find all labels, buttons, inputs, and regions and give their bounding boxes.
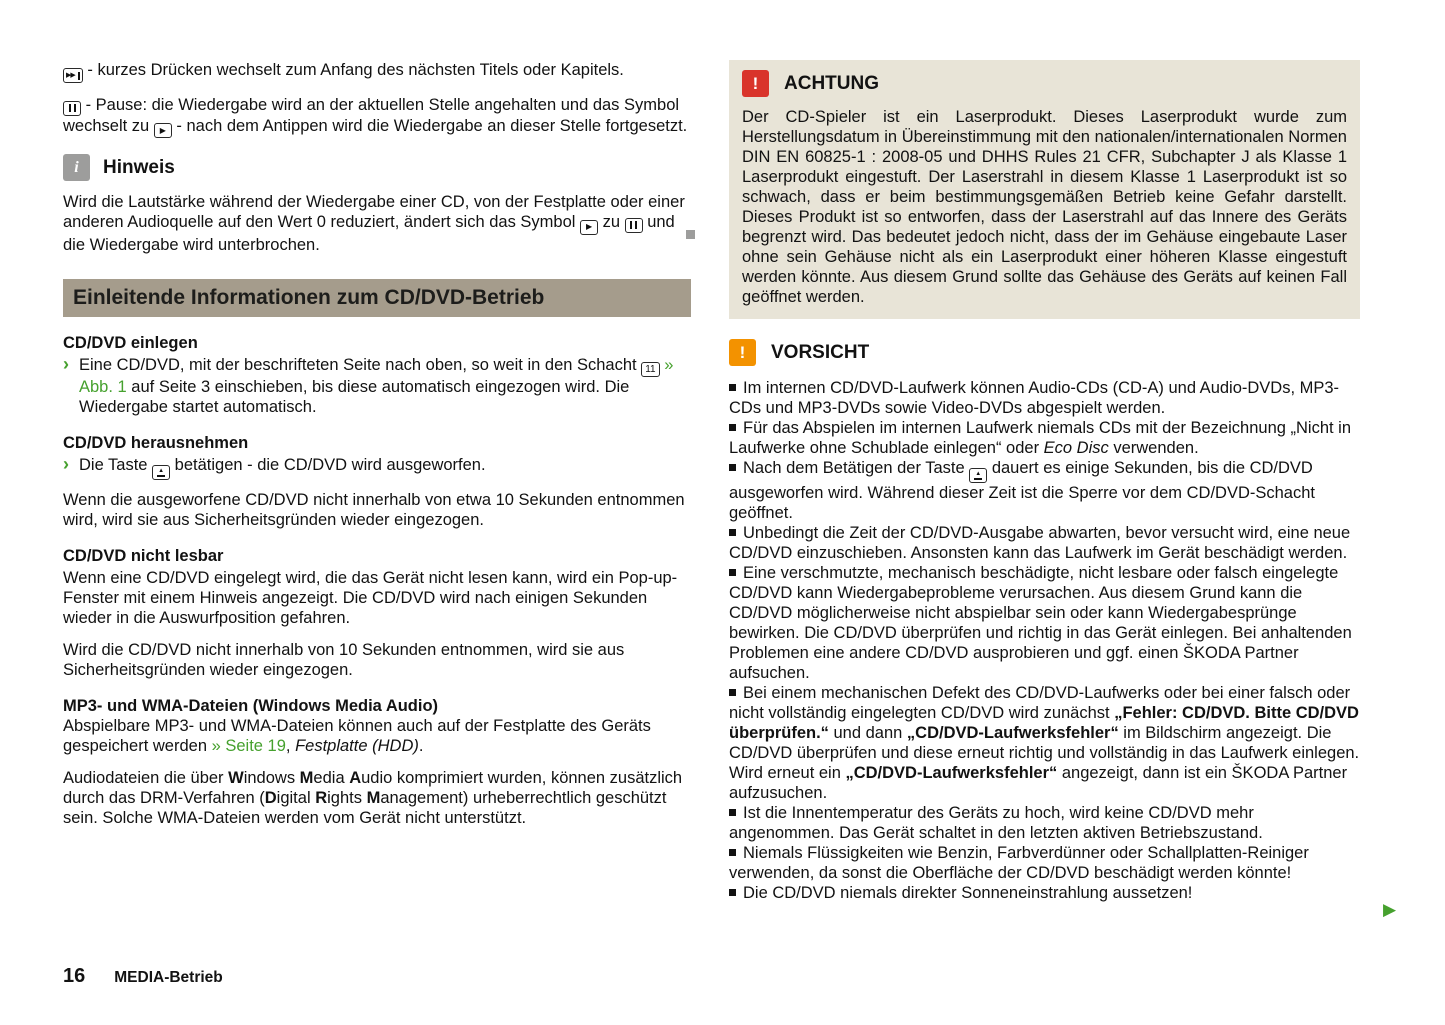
pause-icon [63,101,81,116]
bold-text: M [299,769,314,787]
bullet-square-icon [729,849,736,856]
bullet-square-icon [729,384,736,391]
right-column [729,60,1360,903]
instruction-item [63,455,691,480]
bullet-square-icon [729,689,736,696]
play-icon [580,220,598,235]
note-title: Hinweis [103,156,175,178]
paragraph: Wenn eine CD/DVD eingelegt wird, die das Gerät nicht lesen kann, wird ein Pop-up-Fenster mit einem Hinweis angezeigt. Die CD/DVD wird nach einigen Sekunden wieder in die Auswurfposition gefahren. [63,569,678,627]
instruction-text: Eine CD/DVD, mit der beschrifteten Seite nach oben, so weit in den Schacht 11 » Abb. 1 auf Seite 3 einschieben, bis diese automatisch eingezogen wird. Die Wiedergabe startet automatisch. [79,355,674,416]
vorsicht-title: VORSICHT [771,341,870,363]
page-number: 16 [63,965,86,987]
pause-icon [625,218,643,233]
section-header: Einleitende Informationen zum CD/DVD-Betrieb [63,279,691,317]
achtung-title: ACHTUNG [784,72,879,94]
vorsicht-bullet: Ist die Innentemperatur des Geräts zu hoch, wird keine CD/DVD mehr angenommen. Das Gerät schaltet in den letzten aktiven Betriebszustand. [729,804,1263,842]
vorsicht-bullet: Im internen CD/DVD-Laufwerk können Audio-CDs (CD-A) und Audio-DVDs, MP3-CDs und MP3-DVDs sowie Video-DVDs abgespielt werden. [729,379,1340,417]
bullet-square-icon [729,889,736,896]
green-arrow-icon: › [63,353,69,374]
subsection-heading: CD/DVD einlegen [63,333,198,352]
bullet-square-icon [729,464,736,471]
cross-reference-link: » Seite 19 [211,737,286,755]
caution-icon: ! [729,339,756,366]
bullet-square-icon [729,424,736,431]
bold-text: „Fehler: CD/DVD. Bitte CD/DVD überprüfen.“ [729,704,1359,742]
note-header [63,154,691,181]
achtung-body: Der CD-Spieler ist ein Laserprodukt. Dieses Laserprodukt wurde zum Herstellungsdatum in Übereinstimmung mit den nationalen/internationalen Normen DIN EN 60825-1 : 2008-05 und DHHS Rules 21 CFR, Subchapter J als Klasse 1 Laserprodukt eingestuft. Der Laserstrahl in diesem Klasse 1 Laserprodukt ist so schwach, dass er beim bestimmungsgemäßen Betrieb keine Gefahr darstellt. Dieses Produkt ist so entworfen, dass der Laserstrahl auf das Innere des Geräts begrenzt wird. Das bedeutet jedoch nicht, dass der im Gehäuse eingebaute Laser ohne sein Gehäuse nicht als ein Laserprodukt einer höheren Klasse eingestuft werden könnte. Aus diesem Grund sollte das Gehäuse des Geräts auf keinen Fall geöffnet werden. [742,108,1347,306]
italic-text: Eco Disc [1043,439,1109,457]
achtung-box [729,60,1360,319]
chapter-title: MEDIA-Betrieb [114,969,223,986]
note-text: Wird die Lautstärke während der Wiedergabe einer CD, von der Festplatte oder einer anderen Audioquelle auf den Wert 0 reduziert, ändert sich das Symbol ▶ zu und die Wiedergabe wird unterbrochen. [63,193,685,254]
eject-icon [152,465,170,480]
vorsicht-bullet: Niemals Flüssigkeiten wie Benzin, Farbverdünner oder Schallplatten-Reiniger verwenden, da sonst die Oberfläche der CD/DVD beschädigt werden könnte! [729,844,1309,882]
bold-text: „CD/DVD-Laufwerksfehler“ [845,764,1058,782]
left-column [63,60,691,903]
eject-icon [969,468,987,483]
playback-control-item: ▶▶ - kurzes Drücken wechselt zum Anfang des nächsten Titels oder Kapitels. [63,60,691,83]
paragraph: Wird die CD/DVD nicht innerhalb von 10 Sekunden entnommen, wird sie aus Sicherheitsgründen wieder eingezogen. [63,641,625,679]
vorsicht-bullet: Für das Abspielen im internen Laufwerk niemals CDs mit der Bezeichnung „Nicht in Laufwerke ohne Schublade einlegen“ oder Eco Disc verwenden. [729,419,1352,457]
instruction-text: Die Taste ▲ betätigen - die CD/DVD wird ausgeworfen. [79,456,486,474]
green-arrow-icon: › [63,454,69,474]
subsection-heading: MP3- und WMA-Dateien (Windows Media Audio) [63,697,439,715]
bold-text: D [264,789,277,807]
bold-text: A [349,769,362,787]
subsection-heading: CD/DVD nicht lesbar [63,547,224,565]
info-icon: i [63,154,90,181]
page-footer [63,966,223,988]
italic-text: Festplatte (HDD) [295,737,419,755]
achtung-header [742,70,1347,97]
playback-control-item: - Pause: die Wiedergabe wird an der aktuellen Stelle angehalten und das Symbol wechselt zu ▶ - nach dem Antippen wird die Wiedergabe an dieser Stelle fortgesetzt. [63,95,691,138]
note-body [63,192,691,255]
bold-text: M [366,789,381,807]
bullet-square-icon [729,809,736,816]
vorsicht-header [729,339,1360,366]
paragraph: Wenn die ausgeworfene CD/DVD nicht innerhalb von etwa 10 Sekunden entnommen wird, wird sie aus Sicherheitsgründen wieder eingezogen. [63,491,685,529]
bullet-square-icon [729,529,736,536]
cross-reference-link: » Abb. 1 [79,355,674,396]
bold-text: „CD/DVD-Laufwerksfehler“ [906,724,1119,742]
play-icon [154,123,172,138]
vorsicht-bullet: Die CD/DVD niemals direkter Sonneneinstrahlung aussetzen! [729,883,1360,903]
bold-text: W [228,769,244,787]
paragraph: Abspielbare MP3- und WMA-Dateien können auch auf der Festplatte des Geräts gespeichert werden » Seite 19, Festplatte (HDD). [63,717,651,755]
vorsicht-bullet: Bei einem mechanischen Defekt des CD/DVD-Laufwerks oder bei einer falsch oder nicht vollständig eingelegten CD/DVD wird zunächst „Fehler: CD/DVD. Bitte CD/DVD überprüfen.“ und dann „CD/DVD-Laufwerksfehler“ im Bildschirm angezeigt. Die CD/DVD überprüfen und diese erneut richtig und vollständig in das Laufwerk einlegen. Wird erneut ein „CD/DVD-Laufwerksfehler“ angezeigt, dann ist ein ŠKODA Partner aufzusuchen. [729,684,1360,802]
section-end-marker-icon [686,230,695,239]
continuation-arrow-icon: ▶ [1383,900,1397,919]
vorsicht-bullet: Eine verschmutzte, mechanisch beschädigte, nicht lesbare oder falsch eingelegte CD/DVD kann Wiedergabeprobleme verursachen. Aus diesem Grund kann die CD/DVD möglicherweise nicht abspielbar sein oder kann Wiedergabesprünge bewirken. Die CD/DVD überprüfen und richtig in das Gerät einlegen. Bei anhaltenden Problemen eine andere CD/DVD ausprobieren und ggf. einen ŠKODA Partner aufsuchen. [729,564,1352,682]
bold-text: R [315,789,328,807]
next-icon [63,68,83,83]
vorsicht-bullet: Unbedingt die Zeit der CD/DVD-Ausgabe abwarten, bevor versucht wird, eine neue CD/DVD einzuschieben. Ansonsten kann das Laufwerk im Gerät beschädigt werden. [729,524,1351,562]
vorsicht-bullet: Nach dem Betätigen der Taste ▲ dauert es einige Sekunden, bis die CD/DVD ausgeworfen wird. Während dieser Zeit ist die Sperre vor dem CD/DVD-Schacht geöffnet. [729,458,1360,523]
vorsicht-list [729,378,1360,903]
bullet-square-icon [729,569,736,576]
instruction-item [63,355,691,418]
subsection-heading: CD/DVD herausnehmen [63,434,249,452]
slot-number-icon: 11 [641,362,659,377]
warning-icon: ! [742,70,769,97]
paragraph: Audiodateien die über Windows Media Audio komprimiert wurden, können zusätzlich durch das DRM-Verfahren (Digital Rights Management) urheberrechtlich geschützt sein. Solche WMA-Dateien werden vom Gerät nicht unterstützt. [63,769,683,827]
